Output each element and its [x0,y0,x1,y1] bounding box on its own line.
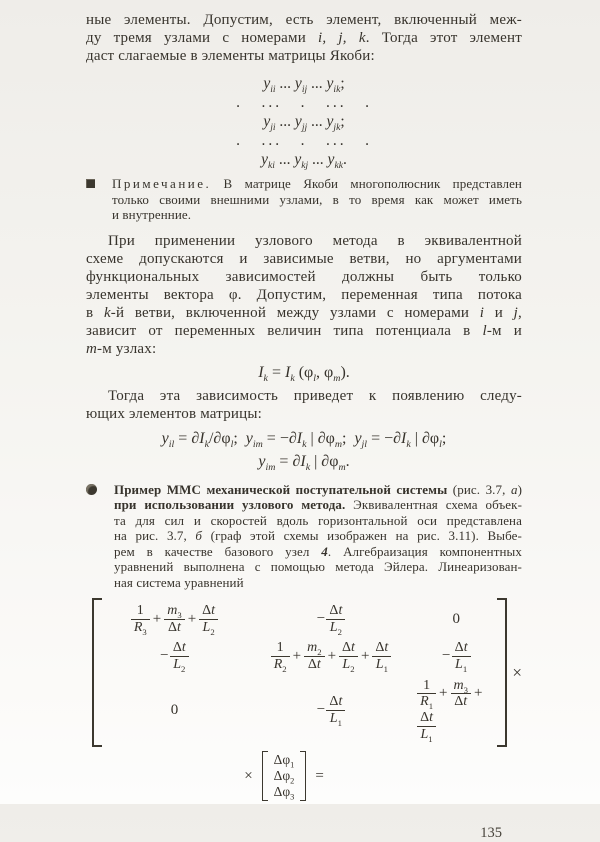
matrix-cell: $\frac{1}{R_1}$ + $\frac{m_3}{\Delta t}$ + $\frac{\Delta t}{L_1}$ [417,678,495,743]
note-line: и внутренние. [112,207,192,222]
text-line: элементы вектора φ. Допустим, переменная типа потока [86,286,522,303]
formula-line: $y_{ji}$ ... $y_{jj}$ ... $y_{jk}$; [263,113,345,134]
vector-equation [86,751,482,801]
example-line: при использовании узлового метода. Эквивалентная схема объек- [114,497,523,512]
note-line: только своими внешними узлами, в то время как может иметь [112,191,522,207]
text-line: схеме допускаются и зависимые ветви, но аргументами [86,250,522,267]
example-block [86,482,522,591]
vector-entry: $\Delta\varphi_1$ [273,752,295,771]
text-line: ные элементы. Допустим, есть элемент, включенный меж- [86,12,522,28]
right-bracket [497,598,507,747]
note-block [86,176,522,223]
vector-entries [268,751,301,801]
formula-line: $y_{ii}$ ... $y_{ij}$ ... $y_{ik}$; [263,75,345,96]
jacobi-elements-formula [86,74,522,172]
example-line: ная система уравнений [114,574,244,590]
example-line: та для сил и скоростей вдоль горизонтальной оси представлена [114,512,522,528]
paragraph-intro [86,11,522,65]
text-line: зависит от переменных величин типа потенциала в l-м и [86,322,523,339]
matrix-cell: 0 [170,701,179,718]
system-matrix [92,598,522,747]
matrix-cell: − $\frac{\Delta t}{L_2}$ [317,603,346,635]
vector-entry: $\Delta\varphi_2$ [273,768,295,787]
formula-line: $y_{ki}$ ... $y_{kj}$ ... $y_{kk}$. [261,151,347,172]
example-bullet-icon [86,484,97,495]
example-line: Пример ММС механической поступательной системы (рис. 3.7, а) [114,481,522,497]
note-text [112,176,522,223]
equals-sign: = [315,767,324,784]
note-square-icon [86,179,95,188]
right-bracket [300,751,306,801]
delta-phi-vector [262,751,307,801]
text-line: При применении узлового метода в эквивалентной [108,232,522,249]
example-line: рем в качестве базового узел 4. Алгебраизация компонентных [114,543,522,559]
matrix-cell: − $\frac{\Delta t}{L_1}$ [317,694,346,726]
text-line: функциональных зависимостей должны быть только [86,268,522,285]
text-line: m-м узлах: [86,340,157,357]
matrix-grid [102,598,497,747]
formula-line: $I_k = I_k$ ($\varphi_l$, $\varphi_m$). [258,363,350,384]
example-text [114,482,522,591]
text-line: даст слагаемые в элементы матрицы Якоби: [86,48,375,64]
text-line: в k-й ветви, включенной между узлами с номерами i и j, [86,304,522,321]
text-line: ющих элементов матрицы: [86,405,263,422]
multiplication-sign: × [244,767,253,784]
matrix-cell: 0 [452,610,461,627]
note-line: Примечание. В матрице Якоби многополюсник представлен [112,176,522,191]
page-number: 135 [480,825,502,842]
paragraph-result [86,387,522,423]
multiplication-sign: × [512,662,522,682]
matrix-cell: − $\frac{\Delta t}{L_1}$ [442,640,471,672]
matrix-cell: − $\frac{\Delta t}{L_2}$ [160,640,189,672]
left-bracket [92,598,102,747]
matrix-cell: $\frac{1}{R_3}$ + $\frac{m_3}{\Delta t}$ + $\frac{\Delta t}{L_2}$ [131,603,218,635]
paragraph-nodal-method [86,232,522,358]
example-line: уравнений выполнена с помощью метода Эйлера. Линеаризован- [114,559,522,574]
vector-entry: $\Delta\varphi_3$ [273,784,295,803]
matrix-elements-formula [86,429,522,472]
formula-dots-line: . ... . ... . [236,94,372,111]
matrix-cell: $\frac{1}{R_2}$ + $\frac{m_2}{\Delta t}$ + $\frac{\Delta t}{L_2}$ + $\frac{\Delta t}{L_1}$ [271,640,392,672]
formula-dots-line: . ... . ... . [236,132,372,149]
current-dependence-formula [86,363,522,383]
formula-line: $y_{il} = \partial I_k/\partial\varphi_l$; $y_{im} = -\partial I_k$ | $\partial\varphi_m$; $y_{jl} = -\partial I_k$ | $\partial\varphi_l$; [161,429,447,450]
text-line: ду тремя узлами с номерами i, j, k. Тогда этот элемент [86,30,522,46]
example-line: на рис. 3.7, б (граф этой схемы изображен на рис. 3.11). Выбе- [114,528,522,543]
text-line: Тогда эта зависимость приведет к появлению следу- [108,387,522,404]
formula-line: $y_{im} = \partial I_k$ | $\partial\varphi_m$. [258,452,350,473]
